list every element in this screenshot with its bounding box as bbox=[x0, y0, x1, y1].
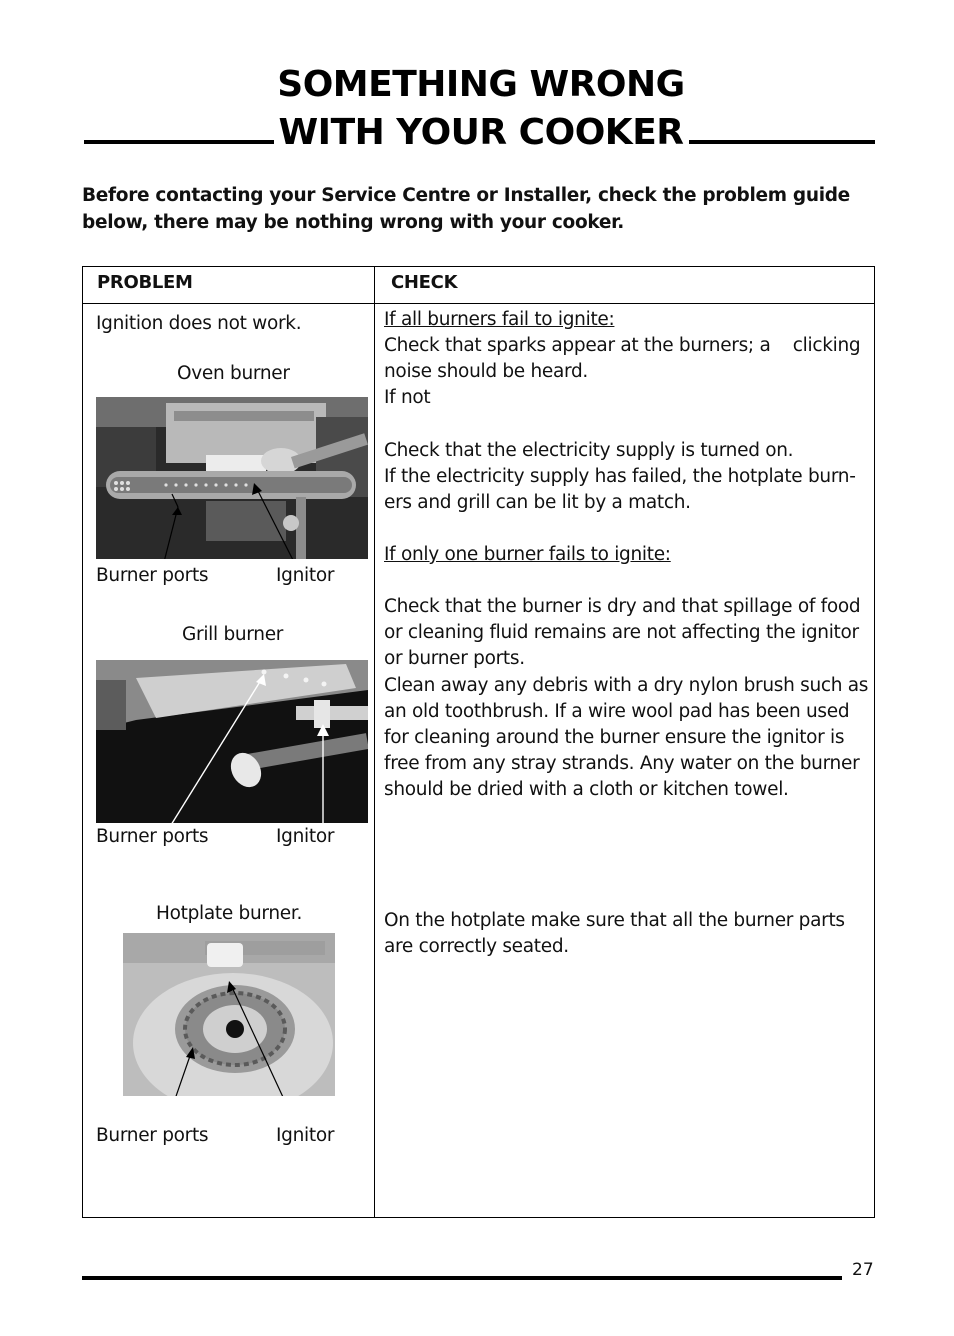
intro-text: Before contacting your Service Centre or Installer, check the problem guide below, there may be nothing wrong with your cooker. bbox=[82, 185, 850, 233]
hotplate-caption: Hotplate burner. bbox=[156, 903, 303, 924]
page-number: 27 bbox=[852, 1260, 874, 1280]
check-all-burners-heading: If all burners fail to ignite: bbox=[384, 309, 615, 330]
grill-caption: Grill burner bbox=[182, 624, 284, 645]
check-one-burner-text: Check that the burner is dry and that spillage of food or cleaning fluid remains are not affecting the ignitor or burner ports. Clean away any debris with a dry nylon brush such as an old toothbrush. If a wire wool pad has been used for cleaning around the burner ensure the ignitor is free from any stray strands. Any water on the burner should be dried with a cloth or kitchen towel. bbox=[384, 596, 869, 801]
hotplate-label-ignitor: Ignitor bbox=[276, 1125, 335, 1146]
page-title-line2: WITH YOUR COOKER bbox=[278, 112, 684, 153]
grill-label-ignitor: Ignitor bbox=[276, 826, 335, 847]
oven-label-burner-ports: Burner ports bbox=[96, 565, 209, 586]
oven-caption: Oven burner bbox=[177, 363, 290, 384]
footer-rule bbox=[82, 1276, 842, 1280]
header-check: CHECK bbox=[391, 272, 458, 293]
hotplate-burner-photo bbox=[123, 933, 335, 1096]
page-title-line1: SOMETHING WRONG bbox=[277, 64, 685, 105]
grill-burner-photo bbox=[96, 660, 368, 823]
problem-text: Ignition does not work. bbox=[96, 313, 302, 334]
check-hotplate-text: On the hotplate make sure that all the burner parts are correctly seated. bbox=[384, 910, 845, 958]
check-one-burner-heading: If only one burner fails to ignite: bbox=[384, 544, 671, 565]
title-rule-right bbox=[689, 140, 875, 144]
oven-label-ignitor: Ignitor bbox=[276, 565, 335, 586]
header-problem: PROBLEM bbox=[97, 272, 193, 293]
hotplate-label-burner-ports: Burner ports bbox=[96, 1125, 209, 1146]
grill-label-burner-ports: Burner ports bbox=[96, 826, 209, 847]
oven-burner-photo bbox=[96, 397, 368, 559]
title-rule-left bbox=[84, 140, 274, 144]
check-all-burners-text: Check that sparks appear at the burners; a clicking noise should be heard. If not Check that the electricity supply is turned on. If the electricity supply has failed, the hotplate burn- ers and grill can be lit by a match. bbox=[384, 335, 861, 514]
